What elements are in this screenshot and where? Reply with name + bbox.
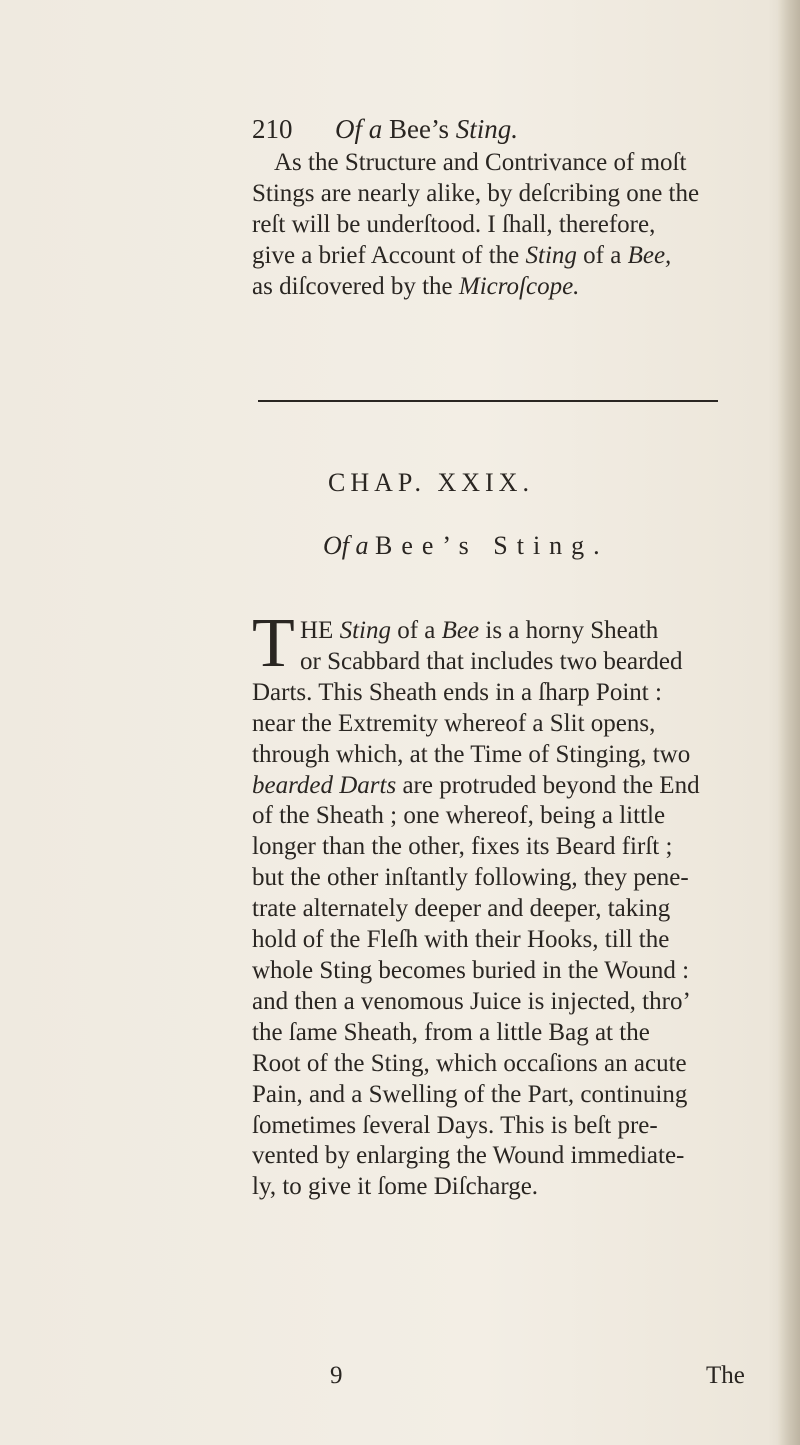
text-line: reſt will be underſtood. I ſhall, therefore, — [252, 211, 656, 238]
intro-paragraph — [252, 147, 772, 302]
text-line: of the Sheath ; one whereof, being a little — [252, 802, 666, 830]
text-line: or Scabbard that includes two bearded — [300, 647, 683, 675]
text-line: through which, at the Time of Stinging, two — [252, 740, 691, 768]
text-line: Pain, and a Swelling of the Part, continuing — [252, 1080, 688, 1108]
text-line: near the Extremity whereof a Slit opens, — [252, 709, 656, 737]
text-line: hold of the Fleſh with their Hooks, till the — [252, 926, 670, 954]
text-line: the ſame Sheath, from a little Bag at the — [252, 1018, 650, 1046]
text-line: trate alternately deeper and deeper, taking — [252, 895, 671, 923]
text-line: longer than the other, fixes its Beard firſt ; — [252, 833, 673, 861]
text-line: and then a venomous Juice is injected, thro’ — [252, 987, 691, 1015]
text-line: ly, to give it ſome Diſcharge. — [252, 1173, 539, 1201]
text-line: HE Sting of a Bee is a horny Sheath — [300, 617, 659, 644]
body-paragraph — [252, 616, 772, 1203]
page-edge — [778, 0, 800, 1445]
text-line: ſometimes ſeveral Days. This is beſt pre- — [252, 1111, 658, 1139]
text-line: bearded Darts are protruded beyond the End — [252, 771, 700, 799]
text-line: whole Sting becomes buried in the Wound : — [252, 956, 690, 984]
text-line: Root of the Sting, which occaſions an acute — [252, 1049, 687, 1077]
text-line: Darts. This Sheath ends in a ſharp Point : — [252, 678, 662, 706]
catchword: The — [706, 1362, 745, 1389]
text-line: as diſcovered by the Microſcope. — [252, 273, 580, 300]
text-line: Stings are nearly alike, by deſcribing one the — [252, 180, 700, 207]
section-divider — [258, 400, 718, 402]
text-line: but the other inſtantly following, they pene- — [252, 864, 689, 892]
text-line: give a brief Account of the Sting of a Bee, — [252, 242, 672, 269]
page-number: 210 — [252, 114, 293, 144]
chapter-heading: CHAP. XXIX. — [328, 468, 534, 497]
text-line: As the Structure and Contrivance of moſt — [274, 149, 687, 176]
signature-mark: 9 — [330, 1362, 343, 1389]
text-line: vented by enlarging the Wound immediate- — [252, 1142, 685, 1170]
chapter-subtitle: Of a Bee’s Sting. — [323, 531, 609, 560]
drop-cap: T — [252, 605, 295, 682]
running-title: Of a Bee’s Sting. — [335, 114, 519, 144]
